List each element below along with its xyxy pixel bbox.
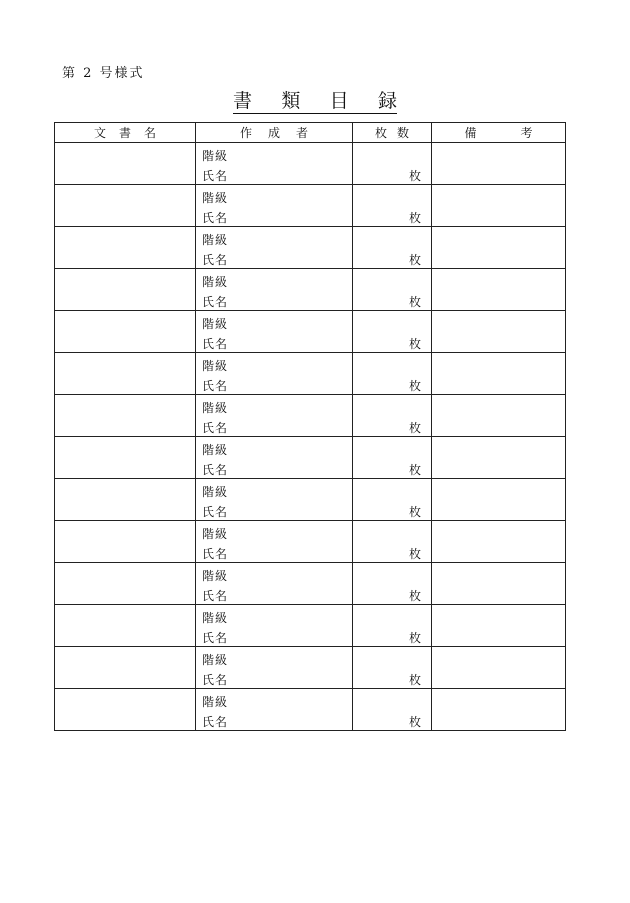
- document-title: [233, 90, 397, 114]
- document-name-cell[interactable]: [55, 647, 196, 689]
- header-sheet-count: [353, 123, 432, 143]
- remarks-cell[interactable]: [432, 521, 566, 563]
- name-label: 氏名: [202, 589, 229, 603]
- table-row: [55, 353, 566, 395]
- remarks-cell[interactable]: [432, 185, 566, 227]
- remarks-cell[interactable]: [432, 437, 566, 479]
- table-body: [55, 143, 566, 731]
- rank-label: 階級: [202, 233, 229, 247]
- remarks-cell[interactable]: [432, 227, 566, 269]
- remarks-cell[interactable]: [432, 647, 566, 689]
- document-name-cell[interactable]: [55, 605, 196, 647]
- table-row: [55, 689, 566, 731]
- table-row: [55, 647, 566, 689]
- sheet-count-cell[interactable]: [353, 647, 432, 689]
- table-row: [55, 143, 566, 185]
- sheet-unit-label: 枚: [408, 421, 421, 435]
- remarks-cell[interactable]: [432, 395, 566, 437]
- table-row: [55, 185, 566, 227]
- table-row: [55, 563, 566, 605]
- author-cell[interactable]: [196, 647, 353, 689]
- title-char: 目: [329, 90, 349, 112]
- sheet-count-cell[interactable]: [353, 227, 432, 269]
- document-name-cell[interactable]: [55, 521, 196, 563]
- header-char: 文: [94, 126, 107, 140]
- sheet-unit-label: 枚: [408, 673, 421, 687]
- sheet-unit-label: 枚: [408, 211, 421, 225]
- author-cell[interactable]: [196, 395, 353, 437]
- author-cell[interactable]: [196, 143, 353, 185]
- document-register-table: [54, 122, 566, 731]
- remarks-cell[interactable]: [432, 143, 566, 185]
- author-cell[interactable]: [196, 563, 353, 605]
- document-name-cell[interactable]: [55, 689, 196, 731]
- author-cell[interactable]: [196, 479, 353, 521]
- sheet-count-cell[interactable]: [353, 479, 432, 521]
- rank-label: 階級: [202, 191, 229, 205]
- name-label: 氏名: [202, 673, 229, 687]
- sheet-count-cell[interactable]: [353, 311, 432, 353]
- rank-label: 階級: [202, 485, 229, 499]
- form-number: 第 2 号様式: [62, 66, 145, 81]
- document-name-cell[interactable]: [55, 227, 196, 269]
- header-char: 考: [520, 126, 533, 140]
- author-cell[interactable]: [196, 185, 353, 227]
- sheet-unit-label: 枚: [408, 505, 421, 519]
- remarks-cell[interactable]: [432, 353, 566, 395]
- rank-label: 階級: [202, 695, 229, 709]
- header-char: 備: [464, 126, 477, 140]
- name-label: 氏名: [202, 715, 229, 729]
- table-row: [55, 605, 566, 647]
- table-row: [55, 437, 566, 479]
- rank-label: 階級: [202, 653, 229, 667]
- rank-label: 階級: [202, 611, 229, 625]
- document-name-cell[interactable]: [55, 479, 196, 521]
- remarks-cell[interactable]: [432, 605, 566, 647]
- name-label: 氏名: [202, 379, 229, 393]
- document-name-cell[interactable]: [55, 269, 196, 311]
- document-name-cell[interactable]: [55, 437, 196, 479]
- name-label: 氏名: [202, 295, 229, 309]
- author-cell[interactable]: [196, 521, 353, 563]
- rank-label: 階級: [202, 275, 229, 289]
- sheet-count-cell[interactable]: [353, 185, 432, 227]
- header-char: 名: [143, 126, 156, 140]
- header-author: [196, 123, 353, 143]
- header-char: 成: [267, 126, 280, 140]
- sheet-count-cell[interactable]: [353, 269, 432, 311]
- table-row: [55, 227, 566, 269]
- title-char: 録: [377, 90, 397, 112]
- sheet-count-cell[interactable]: [353, 605, 432, 647]
- author-cell[interactable]: [196, 269, 353, 311]
- sheet-unit-label: 枚: [408, 379, 421, 393]
- name-label: 氏名: [202, 253, 229, 267]
- name-label: 氏名: [202, 505, 229, 519]
- name-label: 氏名: [202, 631, 229, 645]
- remarks-cell[interactable]: [432, 269, 566, 311]
- sheet-unit-label: 枚: [408, 295, 421, 309]
- title-char: 類: [281, 90, 301, 112]
- author-cell[interactable]: [196, 227, 353, 269]
- header-char: 作: [240, 126, 253, 140]
- sheet-unit-label: 枚: [408, 337, 421, 351]
- sheet-unit-label: 枚: [408, 169, 421, 183]
- name-label: 氏名: [202, 337, 229, 351]
- document-name-cell[interactable]: [55, 143, 196, 185]
- sheet-unit-label: 枚: [408, 715, 421, 729]
- author-cell[interactable]: [196, 689, 353, 731]
- rank-label: 階級: [202, 443, 229, 457]
- table-row: [55, 521, 566, 563]
- sheet-count-cell[interactable]: [353, 563, 432, 605]
- name-label: 氏名: [202, 463, 229, 477]
- table-row: [55, 269, 566, 311]
- header-remarks: [432, 123, 566, 143]
- title-char: 書: [233, 90, 253, 112]
- sheet-unit-label: 枚: [408, 253, 421, 267]
- rank-label: 階級: [202, 569, 229, 583]
- document-name-cell[interactable]: [55, 395, 196, 437]
- author-cell[interactable]: [196, 353, 353, 395]
- sheet-count-cell[interactable]: [353, 689, 432, 731]
- header-char: 者: [295, 126, 308, 140]
- sheet-unit-label: 枚: [408, 463, 421, 477]
- rank-label: 階級: [202, 401, 229, 415]
- document-name-cell[interactable]: [55, 311, 196, 353]
- sheet-count-cell[interactable]: [353, 143, 432, 185]
- sheet-count-cell[interactable]: [353, 437, 432, 479]
- header-char: 数: [396, 126, 409, 140]
- document-name-cell[interactable]: [55, 353, 196, 395]
- name-label: 氏名: [202, 421, 229, 435]
- remarks-cell[interactable]: [432, 311, 566, 353]
- header-document-name: [55, 123, 196, 143]
- sheet-count-cell[interactable]: [353, 395, 432, 437]
- table-row: [55, 395, 566, 437]
- document-name-cell[interactable]: [55, 563, 196, 605]
- sheet-count-cell[interactable]: [353, 521, 432, 563]
- remarks-cell[interactable]: [432, 563, 566, 605]
- sheet-count-cell[interactable]: [353, 353, 432, 395]
- name-label: 氏名: [202, 211, 229, 225]
- author-cell[interactable]: [196, 437, 353, 479]
- table-header-row: [55, 123, 566, 143]
- rank-label: 階級: [202, 527, 229, 541]
- document-name-cell[interactable]: [55, 185, 196, 227]
- table-row: [55, 311, 566, 353]
- rank-label: 階級: [202, 317, 229, 331]
- sheet-unit-label: 枚: [408, 589, 421, 603]
- sheet-unit-label: 枚: [408, 547, 421, 561]
- rank-label: 階級: [202, 149, 229, 163]
- rank-label: 階級: [202, 359, 229, 373]
- header-char: 枚: [375, 126, 388, 140]
- name-label: 氏名: [202, 547, 229, 561]
- name-label: 氏名: [202, 169, 229, 183]
- author-cell[interactable]: [196, 311, 353, 353]
- sheet-unit-label: 枚: [408, 631, 421, 645]
- table-row: [55, 479, 566, 521]
- header-char: 書: [118, 126, 131, 140]
- author-cell[interactable]: [196, 605, 353, 647]
- remarks-cell[interactable]: [432, 689, 566, 731]
- remarks-cell[interactable]: [432, 479, 566, 521]
